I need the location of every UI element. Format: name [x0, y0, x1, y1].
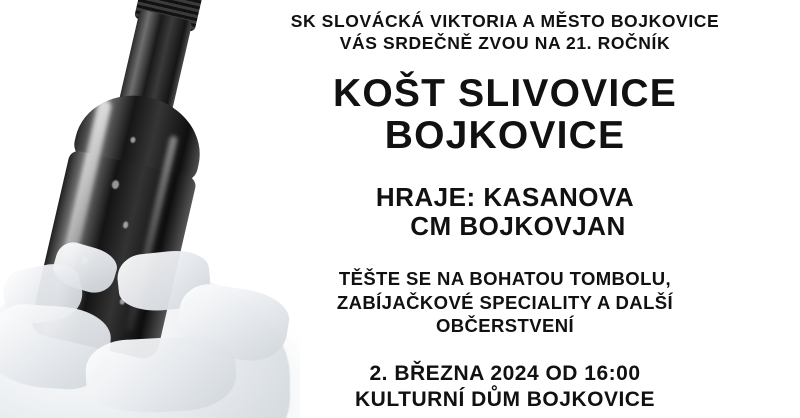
music-line-2: CM BOJKOVJAN — [410, 211, 626, 242]
tombola-line-1: TĚŠTE SE NA BOHATOU TOMBOLU, — [338, 268, 672, 290]
event-details — [210, 361, 800, 412]
event-venue: KULTURNÍ DŮM BOJKOVICE — [355, 387, 655, 411]
event-title — [210, 73, 800, 157]
intro-line-2: VÁS SRDEČNĚ ZVOU NA 21. ROČNÍK — [339, 33, 671, 54]
tombola-note — [210, 267, 800, 337]
poster-text-column — [210, 0, 800, 418]
tombola-line-3: OBČERSTVENÍ — [435, 314, 575, 336]
intro-line-1: SK SLOVÁCKÁ VIKTORIA A MĚSTO BOJKOVICE — [290, 11, 720, 31]
music-lineup — [210, 183, 800, 241]
event-date-time: 2. BŘEZNA 2024 OD 16:00 — [369, 362, 641, 386]
event-title-line-2: BOJKOVICE — [384, 113, 626, 157]
invitation-intro — [210, 10, 800, 55]
event-title-line-1: KOŠT SLIVOVICE — [332, 71, 677, 115]
music-line-1: HRAJE: KASANOVA — [375, 182, 635, 212]
tombola-line-2: ZABÍJAČKOVÉ SPECIALITY A DALŠÍ — [336, 291, 674, 313]
